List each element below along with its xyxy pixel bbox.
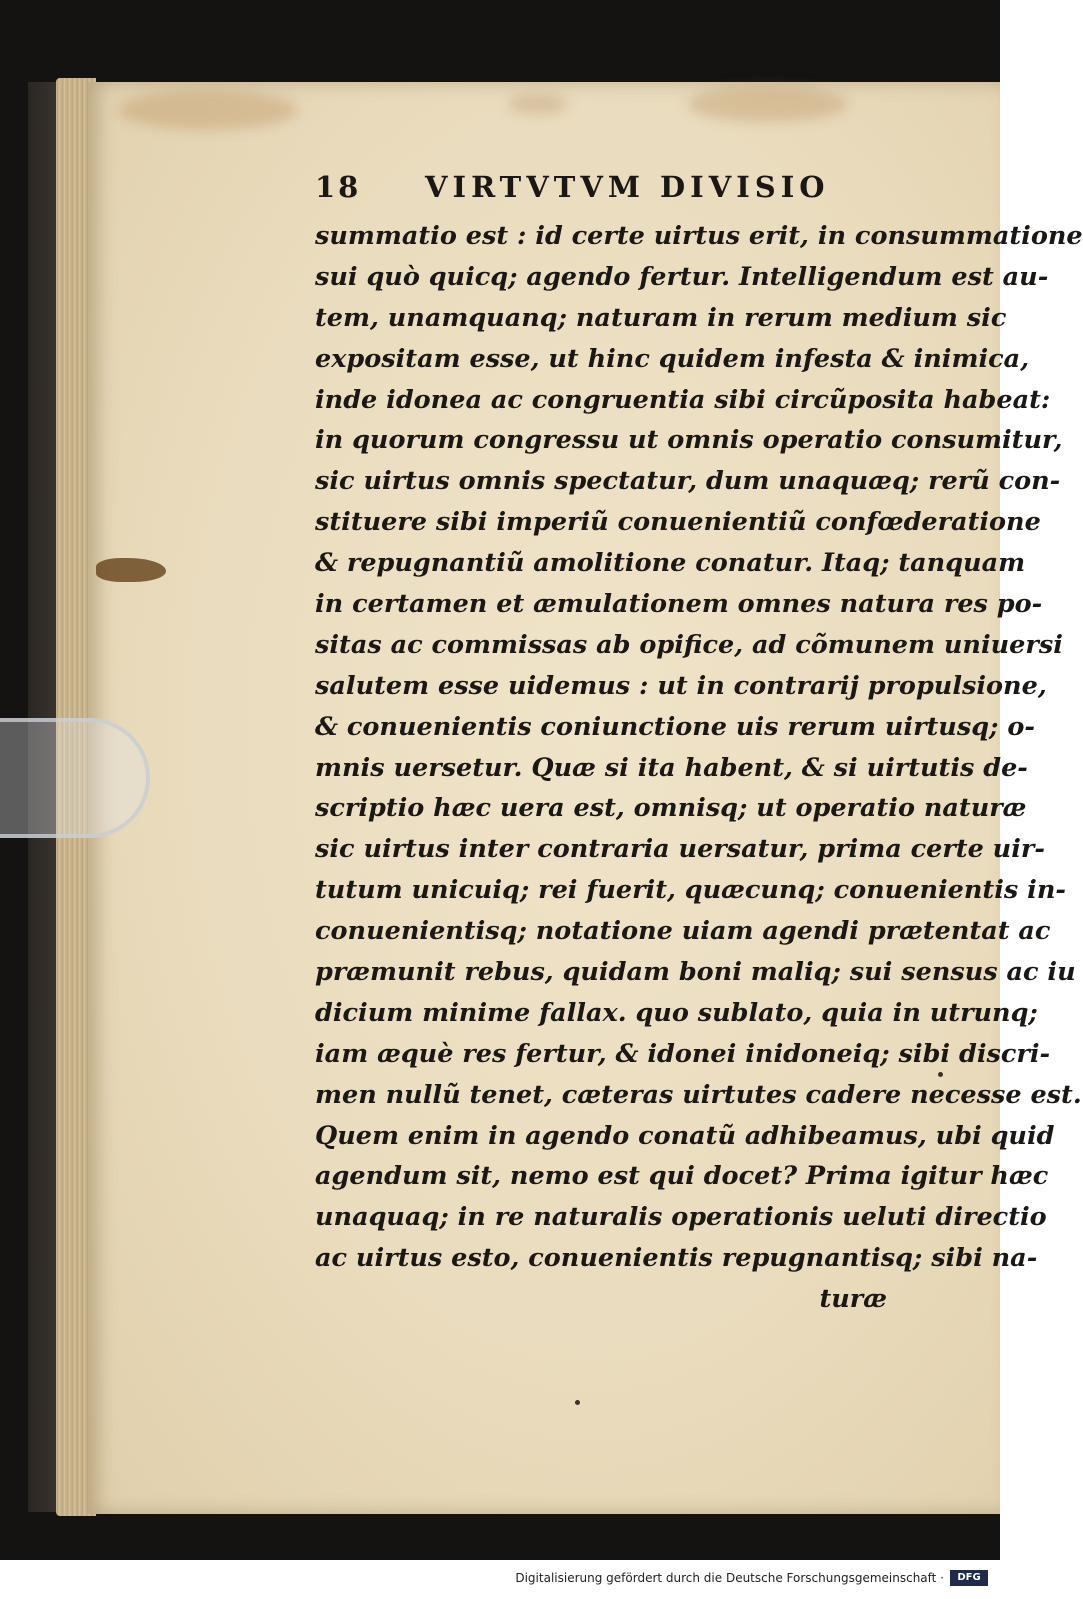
text-line: mnis uersetur. Quæ si ita habent, & si uirtutis de- [315,752,1028,783]
text-line: stituere sibi imperiũ conuenientiũ confœderatione [315,507,1041,538]
ink-speck [575,1400,580,1405]
bookmark-clip [0,718,150,838]
text-line: & conuenientis coniunctione uis rerum uirtusq; o- [315,711,1035,742]
text-line: sic uirtus omnis spectatur, dum unaquæq; rerũ con- [315,466,1061,497]
text-line: tem, unamquanq; naturam in rerum medium sic [315,302,1007,333]
text-line: iam æquè res fertur, & idonei inidoneiq; sibi discri- [315,1038,1051,1069]
text-line: sitas ac commissas ab opifice, ad cõmunem uniuersi [315,629,1063,660]
text-line: expositam esse, ut hinc quidem infesta & inimica, [315,343,1030,374]
text-line: dicium minime fallax. quo sublato, quia in utrunq; [315,997,1038,1028]
page-tear [96,558,166,582]
dfg-logo: DFG [950,1570,988,1586]
text-line: inde idonea ac congruentia sibi circũposita habeat: [315,384,1051,415]
body-text [315,216,1083,1320]
text-line: summatio est : id certe uirtus erit, in consummatione [315,221,1083,251]
text-line: scriptio hæc uera est, omnisq; ut operatio naturæ [315,793,1027,824]
foxing-stain [118,90,298,130]
text-line: sic uirtus inter contraria uersatur, prima certe uir- [315,834,1045,865]
text-line: conuenientisq; notatione uiam agendi prætentat ac [315,916,1051,947]
text-line: in quorum congressu ut omnis operatio consumitur, [315,425,1063,456]
footer-bar [0,1560,1000,1599]
page-number: 18 [315,170,362,204]
catchword: turæ [819,1284,887,1315]
text-line: ac uirtus esto, conuenientis repugnantisq; sibi na- [315,1243,1038,1274]
text-line: & repugnantiũ amolitione conatur. Itaq; tanquam [315,548,1026,579]
text-line: in certamen et æmulationem omnes natura res po- [315,589,1043,620]
text-line: Quem enim in agendo conatũ adhibeamus, ubi quid [315,1120,1055,1151]
foxing-stain [688,86,848,122]
text-line: sui quò quicq; agendo fertur. Intelligendum est au- [315,261,1049,292]
ink-speck [938,1072,943,1077]
text-line: præmunit rebus, quidam boni maliq; sui sensus ac iu [315,957,1076,988]
running-title: VIRTVTVM DIVISIO [425,170,830,204]
funding-credit: Digitalisierung gefördert durch die Deutsche Forschungsgemeinschaft · [515,1571,944,1585]
foxing-stain [508,94,568,114]
text-line: unaquaq; in re naturalis operationis ueluti directio [315,1202,1047,1233]
text-block [315,170,1083,1320]
text-line: agendum sit, nemo est qui docet? Prima igitur hæc [315,1161,1049,1192]
running-head [315,170,915,216]
text-line: men nullũ tenet, cæteras uirtutes cadere necesse est. [315,1079,1082,1110]
text-line: salutem esse uidemus : ut in contrarij propulsione, [315,670,1047,701]
text-line: tutum unicuiq; rei fuerit, quæcunq; conuenientis in- [315,875,1066,906]
